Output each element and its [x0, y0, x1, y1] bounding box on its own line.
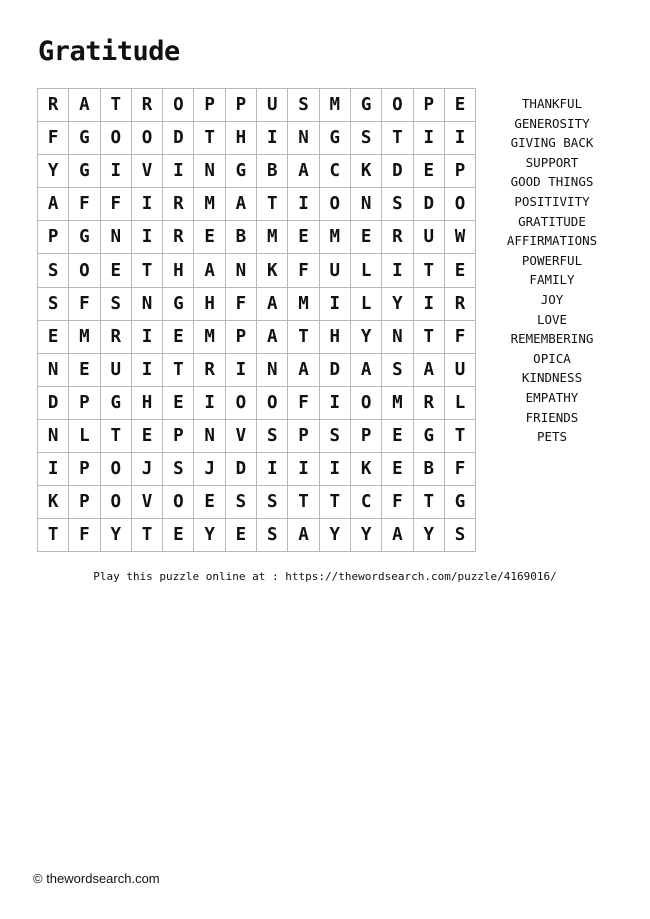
grid-cell[interactable]: N [194, 155, 225, 188]
grid-cell[interactable]: S [382, 353, 413, 386]
grid-cell[interactable]: O [131, 122, 162, 155]
grid-cell[interactable]: M [319, 89, 350, 122]
grid-cell[interactable]: T [100, 419, 131, 452]
grid-cell[interactable]: I [288, 453, 319, 486]
grid-cell[interactable]: G [319, 122, 350, 155]
grid-cell[interactable]: R [382, 221, 413, 254]
grid-cell[interactable]: G [69, 155, 100, 188]
play-online-link[interactable]: Play this puzzle online at : https://thewordsearch.com/puzzle/4169016/ [93, 570, 557, 583]
word-list-item: SUPPORT [525, 154, 579, 170]
grid-row [38, 221, 476, 254]
grid-cell[interactable]: E [38, 320, 69, 353]
word-list-item: POWERFUL [521, 252, 583, 268]
grid-cell[interactable]: R [131, 89, 162, 122]
word-list [497, 94, 607, 447]
grid-cell[interactable]: D [382, 155, 413, 188]
grid-cell[interactable]: H [131, 386, 162, 419]
grid-cell[interactable]: R [38, 89, 69, 122]
grid-cell[interactable]: N [225, 254, 256, 287]
word-list-item: PETS [536, 429, 568, 445]
grid-cell[interactable]: N [194, 419, 225, 452]
grid-cell[interactable]: O [257, 386, 288, 419]
grid-row [38, 188, 476, 221]
grid-cell[interactable]: T [288, 486, 319, 519]
grid-cell[interactable]: T [100, 89, 131, 122]
grid-cell[interactable]: K [38, 486, 69, 519]
grid-cell[interactable]: S [225, 486, 256, 519]
grid-cell[interactable]: E [69, 353, 100, 386]
grid-cell[interactable]: E [413, 155, 444, 188]
grid-cell[interactable]: O [350, 386, 381, 419]
grid-cell[interactable]: F [444, 320, 475, 353]
grid-cell[interactable]: U [319, 254, 350, 287]
grid-cell[interactable]: C [350, 486, 381, 519]
grid-cell[interactable]: I [444, 122, 475, 155]
grid-cell[interactable]: S [163, 453, 194, 486]
grid-cell[interactable]: E [131, 419, 162, 452]
word-list-item: GIVING BACK [510, 135, 594, 151]
grid-cell[interactable]: N [382, 320, 413, 353]
grid-cell[interactable]: W [444, 221, 475, 254]
grid-cell[interactable]: F [69, 519, 100, 552]
grid-cell[interactable]: K [350, 453, 381, 486]
grid-row [38, 353, 476, 386]
grid-cell[interactable]: O [163, 486, 194, 519]
grid-cell[interactable]: P [194, 89, 225, 122]
grid-cell[interactable]: P [225, 89, 256, 122]
grid-cell[interactable]: R [413, 386, 444, 419]
grid-cell[interactable]: P [163, 419, 194, 452]
grid-cell[interactable]: C [319, 155, 350, 188]
grid-cell[interactable]: P [38, 221, 69, 254]
word-list-item: KINDNESS [521, 370, 583, 386]
word-list-item: OPICA [533, 350, 571, 366]
grid-cell[interactable]: S [444, 519, 475, 552]
grid-cell[interactable]: S [257, 419, 288, 452]
grid-row [38, 254, 476, 287]
grid-cell[interactable]: M [319, 221, 350, 254]
grid-cell[interactable]: Y [413, 519, 444, 552]
grid-row [38, 453, 476, 486]
grid-cell[interactable]: I [413, 287, 444, 320]
grid-cell[interactable]: F [382, 486, 413, 519]
grid-cell[interactable]: O [100, 453, 131, 486]
grid-cell[interactable]: D [319, 353, 350, 386]
grid-row [38, 486, 476, 519]
grid-cell[interactable]: P [69, 453, 100, 486]
grid-cell[interactable]: P [444, 155, 475, 188]
grid-cell[interactable]: I [100, 155, 131, 188]
grid-cell[interactable]: U [257, 89, 288, 122]
word-list-item: EMPATHY [525, 389, 579, 405]
grid-cell[interactable]: Y [350, 519, 381, 552]
grid-cell[interactable]: N [38, 353, 69, 386]
grid-cell[interactable]: E [444, 254, 475, 287]
grid-cell[interactable]: I [319, 287, 350, 320]
grid-cell[interactable]: I [131, 320, 162, 353]
grid-cell[interactable]: G [444, 486, 475, 519]
grid-cell[interactable]: O [163, 89, 194, 122]
grid-cell[interactable]: F [38, 122, 69, 155]
grid-cell[interactable]: S [257, 519, 288, 552]
word-list-item: FRIENDS [525, 409, 579, 425]
grid-cell[interactable]: O [225, 386, 256, 419]
grid-row [38, 89, 476, 122]
grid-cell[interactable]: I [225, 353, 256, 386]
grid-cell[interactable]: J [194, 453, 225, 486]
word-list-item: GRATITUDE [518, 213, 586, 229]
grid-cell[interactable]: H [225, 122, 256, 155]
grid-cell[interactable]: T [38, 519, 69, 552]
word-list-item: REMEMBERING [510, 331, 594, 347]
grid-cell[interactable]: B [413, 453, 444, 486]
grid-cell[interactable]: P [69, 486, 100, 519]
word-list-item: FAMILY [529, 272, 575, 288]
grid-cell[interactable]: M [257, 221, 288, 254]
grid-cell[interactable]: I [257, 453, 288, 486]
grid-cell[interactable]: N [288, 122, 319, 155]
grid-cell[interactable]: E [163, 386, 194, 419]
grid-cell[interactable]: F [288, 254, 319, 287]
grid-cell[interactable]: T [163, 353, 194, 386]
grid-cell[interactable]: M [69, 320, 100, 353]
grid-cell[interactable]: E [225, 519, 256, 552]
grid-cell[interactable]: E [382, 453, 413, 486]
grid-cell[interactable]: M [382, 386, 413, 419]
grid-cell[interactable]: B [257, 155, 288, 188]
grid-row [38, 287, 476, 320]
grid-cell[interactable]: G [413, 419, 444, 452]
grid-cell[interactable]: G [69, 122, 100, 155]
grid-cell[interactable]: A [288, 155, 319, 188]
grid-cell[interactable]: T [131, 519, 162, 552]
grid-cell[interactable]: R [194, 353, 225, 386]
grid-cell[interactable]: J [131, 453, 162, 486]
grid-cell[interactable]: E [163, 519, 194, 552]
grid-cell[interactable]: Y [382, 287, 413, 320]
grid-cell[interactable]: L [69, 419, 100, 452]
grid-cell[interactable]: S [100, 287, 131, 320]
grid-row [38, 519, 476, 552]
grid-cell[interactable]: K [350, 155, 381, 188]
grid-cell[interactable]: O [444, 188, 475, 221]
grid-cell[interactable]: T [413, 254, 444, 287]
grid-cell[interactable]: E [288, 221, 319, 254]
word-list-item: THANKFUL [521, 96, 583, 111]
grid-cell[interactable]: I [163, 155, 194, 188]
grid-cell[interactable]: F [444, 453, 475, 486]
grid-cell[interactable]: H [194, 287, 225, 320]
grid-cell[interactable]: Y [350, 320, 381, 353]
grid-cell[interactable]: D [225, 453, 256, 486]
word-list-item: AFFIRMATIONS [506, 233, 598, 249]
grid-cell[interactable]: T [319, 486, 350, 519]
grid-cell[interactable]: A [225, 188, 256, 221]
grid-cell[interactable]: I [319, 386, 350, 419]
grid-cell[interactable]: T [288, 320, 319, 353]
grid-cell[interactable]: V [131, 155, 162, 188]
grid-cell[interactable]: A [257, 320, 288, 353]
grid-cell[interactable]: P [69, 386, 100, 419]
grid-cell[interactable]: O [319, 188, 350, 221]
grid-cell[interactable]: O [100, 486, 131, 519]
grid-cell[interactable]: Y [100, 519, 131, 552]
grid-cell[interactable]: T [382, 122, 413, 155]
grid-cell[interactable]: R [163, 221, 194, 254]
grid-cell[interactable]: H [163, 254, 194, 287]
grid-cell[interactable]: I [288, 188, 319, 221]
grid-cell[interactable]: I [131, 221, 162, 254]
grid-cell[interactable]: R [444, 287, 475, 320]
grid-cell[interactable]: F [288, 386, 319, 419]
grid-cell[interactable]: R [163, 188, 194, 221]
grid-cell[interactable]: D [163, 122, 194, 155]
grid-cell[interactable]: E [100, 254, 131, 287]
grid-cell[interactable]: B [225, 221, 256, 254]
grid-cell[interactable]: S [257, 486, 288, 519]
grid-cell[interactable]: I [257, 122, 288, 155]
grid-cell[interactable]: I [131, 188, 162, 221]
grid-cell[interactable]: T [444, 419, 475, 452]
grid-cell[interactable]: N [100, 221, 131, 254]
grid-cell[interactable]: P [350, 419, 381, 452]
grid-cell[interactable]: G [69, 221, 100, 254]
word-list-item: LOVE [536, 311, 568, 327]
grid-cell[interactable]: L [444, 386, 475, 419]
grid-cell[interactable]: O [69, 254, 100, 287]
grid-cell[interactable]: U [413, 221, 444, 254]
grid-cell[interactable]: N [350, 188, 381, 221]
grid-cell[interactable]: P [288, 419, 319, 452]
grid-cell[interactable]: S [319, 419, 350, 452]
grid-cell[interactable]: O [100, 122, 131, 155]
grid-cell[interactable]: U [100, 353, 131, 386]
grid-cell[interactable]: F [100, 188, 131, 221]
grid-cell[interactable]: I [382, 254, 413, 287]
grid-cell[interactable]: T [413, 320, 444, 353]
word-list-item: GENEROSITY [514, 115, 590, 131]
grid-cell[interactable]: S [38, 254, 69, 287]
grid-cell[interactable]: E [444, 89, 475, 122]
grid-cell[interactable]: K [257, 254, 288, 287]
grid-cell[interactable]: A [413, 353, 444, 386]
grid-cell[interactable]: V [225, 419, 256, 452]
grid-cell[interactable]: P [413, 89, 444, 122]
grid-cell[interactable]: E [350, 221, 381, 254]
grid-cell[interactable]: A [382, 519, 413, 552]
grid-cell[interactable]: A [288, 353, 319, 386]
grid-cell[interactable]: G [163, 287, 194, 320]
copyright-footer: © thewordsearch.com [33, 871, 160, 886]
grid-cell[interactable]: M [194, 188, 225, 221]
grid-cell[interactable]: M [194, 320, 225, 353]
grid-row [38, 155, 476, 188]
grid-cell[interactable]: I [131, 353, 162, 386]
grid-cell[interactable]: T [194, 122, 225, 155]
grid-row [38, 386, 476, 419]
grid-cell[interactable]: E [382, 419, 413, 452]
grid-row [38, 320, 476, 353]
grid-cell[interactable]: I [413, 122, 444, 155]
grid-cell[interactable]: A [69, 89, 100, 122]
grid-cell[interactable]: P [225, 320, 256, 353]
grid-cell[interactable]: T [257, 188, 288, 221]
grid-row [38, 122, 476, 155]
word-list-item: JOY [540, 291, 564, 307]
grid-cell[interactable]: Y [194, 519, 225, 552]
grid-cell[interactable]: O [382, 89, 413, 122]
grid-cell[interactable]: R [100, 320, 131, 353]
grid-cell[interactable]: L [350, 287, 381, 320]
grid-cell[interactable]: D [413, 188, 444, 221]
letter-grid [37, 88, 476, 552]
grid-cell[interactable]: I [319, 453, 350, 486]
grid-cell[interactable]: T [413, 486, 444, 519]
grid-row [38, 419, 476, 452]
grid-cell[interactable]: E [194, 486, 225, 519]
puzzle-title: Gratitude [38, 36, 180, 67]
grid-cell[interactable]: A [288, 519, 319, 552]
grid-cell[interactable]: Y [319, 519, 350, 552]
grid-cell[interactable]: S [382, 188, 413, 221]
grid-cell[interactable]: G [100, 386, 131, 419]
grid-cell[interactable]: Y [38, 155, 69, 188]
grid-cell[interactable]: N [131, 287, 162, 320]
grid-cell[interactable]: U [444, 353, 475, 386]
grid-cell[interactable]: V [131, 486, 162, 519]
grid-cell[interactable]: G [350, 89, 381, 122]
grid-cell[interactable]: I [38, 453, 69, 486]
grid-cell[interactable]: H [319, 320, 350, 353]
word-list-item: GOOD THINGS [510, 174, 594, 190]
grid-cell[interactable]: A [194, 254, 225, 287]
grid-cell[interactable]: D [38, 386, 69, 419]
grid-cell[interactable]: A [350, 353, 381, 386]
grid-cell[interactable]: S [288, 89, 319, 122]
grid-cell[interactable]: A [257, 287, 288, 320]
grid-cell[interactable]: T [131, 254, 162, 287]
grid-cell[interactable]: A [38, 188, 69, 221]
grid-cell[interactable]: F [69, 287, 100, 320]
word-list-item: POSITIVITY [514, 193, 590, 209]
grid-cell[interactable]: L [350, 254, 381, 287]
grid-cell[interactable]: I [194, 386, 225, 419]
grid-cell[interactable]: N [38, 419, 69, 452]
grid-cell[interactable]: S [38, 287, 69, 320]
grid-cell[interactable]: M [288, 287, 319, 320]
grid-cell[interactable]: G [225, 155, 256, 188]
grid-cell[interactable]: E [194, 221, 225, 254]
grid-cell[interactable]: E [163, 320, 194, 353]
grid-cell[interactable]: F [69, 188, 100, 221]
grid-cell[interactable]: F [225, 287, 256, 320]
grid-cell[interactable]: N [257, 353, 288, 386]
grid-cell[interactable]: S [350, 122, 381, 155]
